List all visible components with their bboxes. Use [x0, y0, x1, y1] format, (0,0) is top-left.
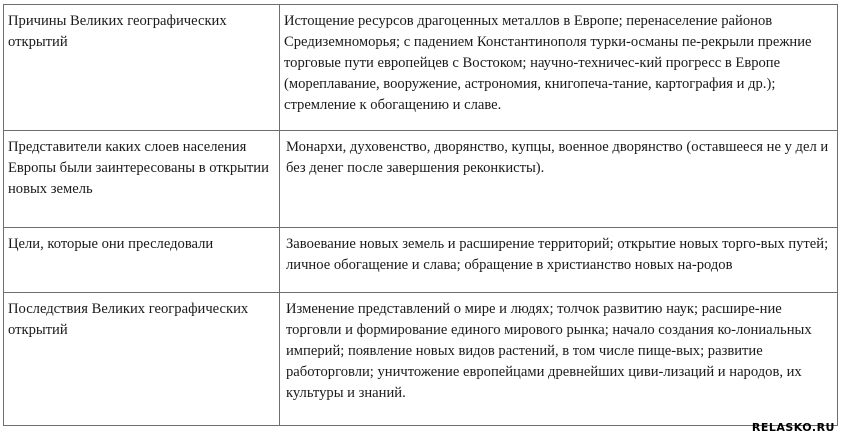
- answer-cell: Изменение представлений о мире и людях; толчок развитию наук; расширe-ние торговли и формирование единого мирового рынка; начало создания ко-лониальных империй; появление новых видов растений, в том числе пище-вых; развитие работорговли; уничтожение европейцами древнейших циви-лизаций и народов, их культуры и знаний.: [280, 293, 838, 426]
- answer-cell: Истощение ресурсов драгоценных металлов в Европе; перенаселение районов Средиземноморья; с падением Константинополя турки-османы пе-рекрыли прежние торговые пути европейцев с Востоком; научно-техничес-кий прогресс в Европе (мореплавание, вооружение, астрономия, книгопеча-тание, картография и др.); стремление к обогащению и славе.: [280, 5, 838, 131]
- question-cell: Представители каких слоев населения Европы были заинтересованы в открытии новых земель: [4, 131, 280, 228]
- answer-cell: Завоевание новых земель и расширение территорий; открытие новых торго-вых путей; личное обогащение и слава; обращение в христианство новых на-родов: [280, 228, 838, 293]
- site-watermark: RELASKO.RU: [751, 421, 835, 434]
- table-row: [4, 5, 838, 131]
- question-cell: Последствия Великих географических открытий: [4, 293, 280, 426]
- question-cell: Цели, которые они преследовали: [4, 228, 280, 293]
- history-table: [3, 4, 838, 426]
- table-row: [4, 131, 838, 228]
- table-row: [4, 293, 838, 426]
- answer-cell: Монархи, духовенство, дворянство, купцы, военное дворянство (оставшееся не у дел и без денег после завершения реконкисты).: [280, 131, 838, 228]
- question-cell: Причины Великих географических открытий: [4, 5, 280, 131]
- table-row: [4, 228, 838, 293]
